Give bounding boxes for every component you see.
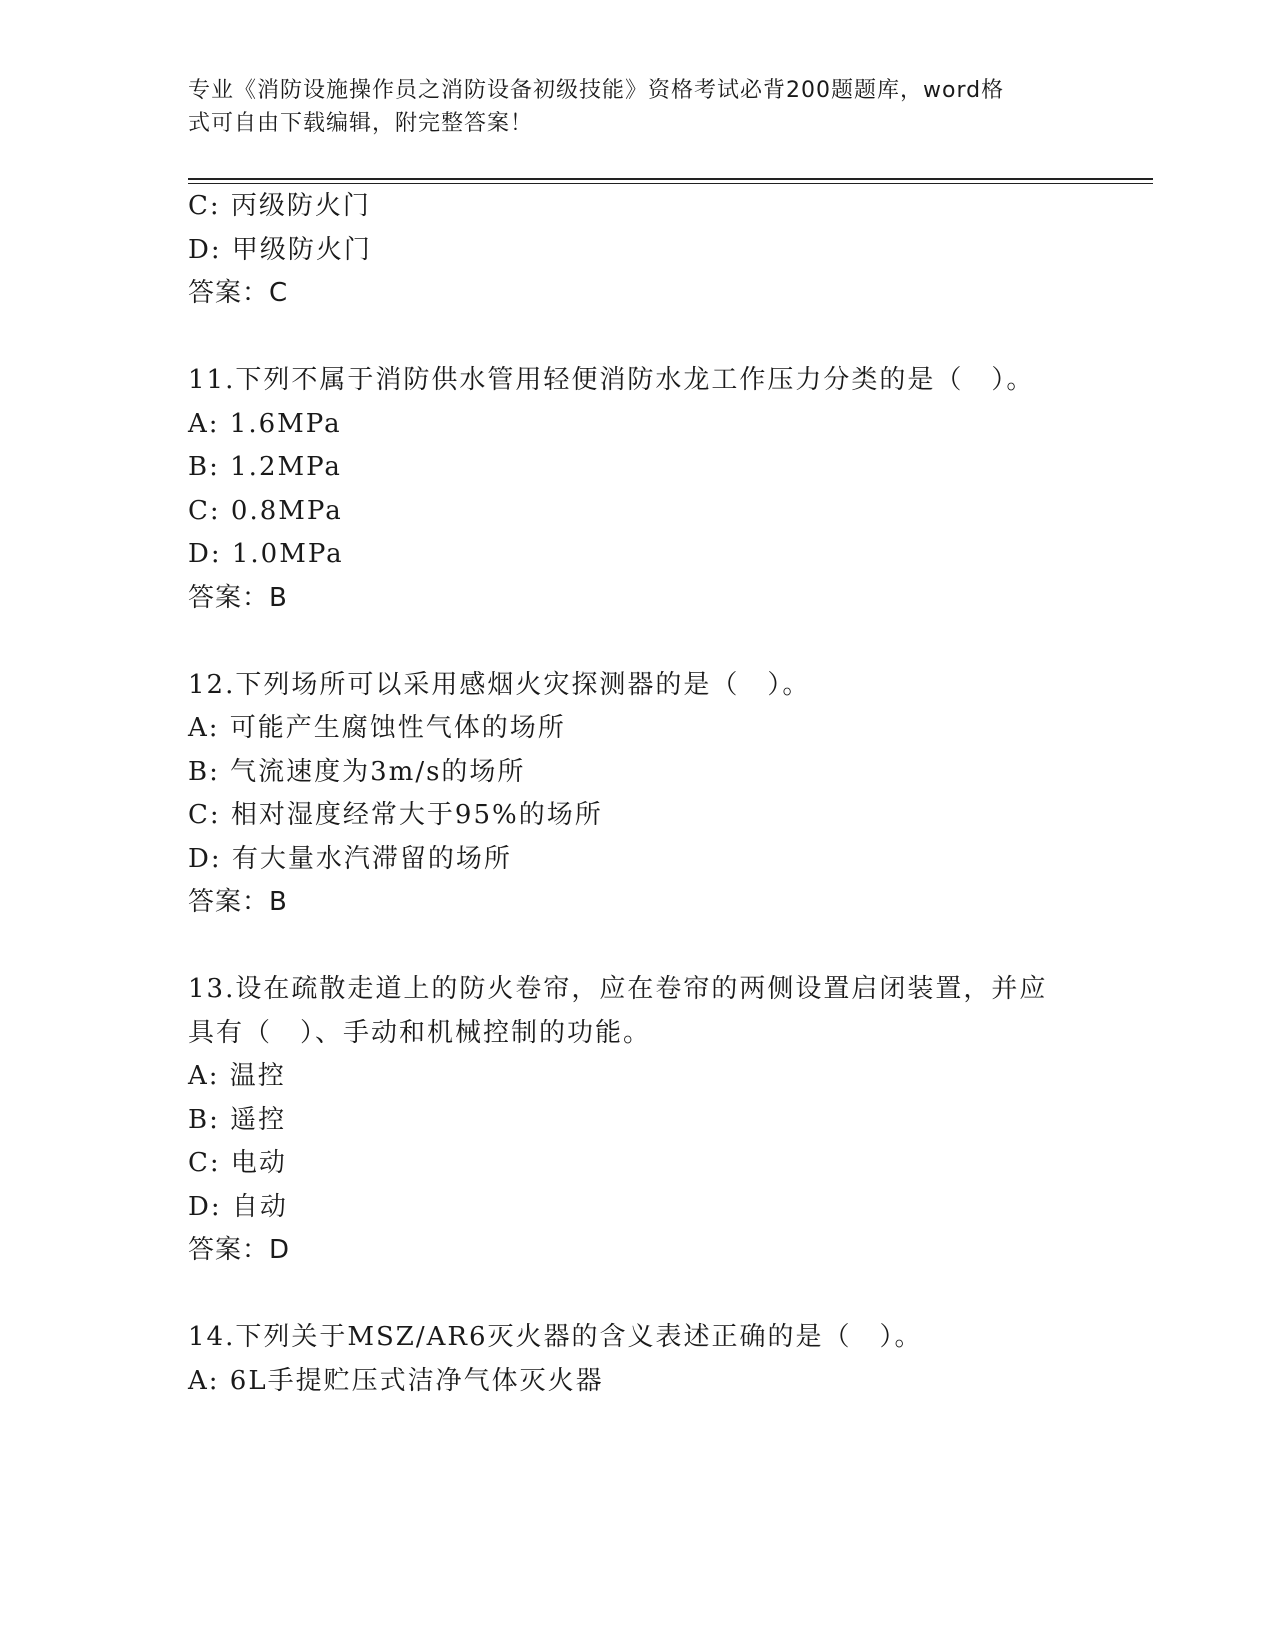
q13-stem-line-1: 13.设在疏散走道上的防火卷帘，应在卷帘的两侧设置启闭装置，并应: [188, 974, 1048, 1004]
q10-option-d: D: 甲级防火门: [188, 235, 372, 265]
q12-option-c: C: 相对湿度经常大于95%的场所: [188, 800, 603, 830]
q12-stem: 12.下列场所可以采用感烟火灾探测器的是（ ）。: [188, 670, 811, 700]
header-line-1: 专业《消防设施操作员之消防设备初级技能》资格考试必背200题题库，word格: [188, 78, 1005, 103]
header-divider-thick: [188, 178, 1153, 180]
q13-option-c: C: 电动: [188, 1148, 287, 1178]
q10-option-c: C: 丙级防火门: [188, 191, 371, 221]
q12-option-b: B: 气流速度为3m/s的场所: [188, 757, 526, 787]
q13-option-a: A: 温控: [188, 1061, 286, 1091]
header-divider-thin: [188, 183, 1153, 184]
q11-option-b: B: 1.2MPa: [188, 452, 342, 482]
q12-option-d: D: 有大量水汽滞留的场所: [188, 844, 512, 874]
q10-answer: 答案：C: [188, 278, 289, 308]
q14-stem: 14.下列关于MSZ/AR6灭火器的含义表述正确的是（ ）。: [188, 1322, 923, 1352]
q12-answer: 答案：B: [188, 887, 288, 917]
q11-option-d: D: 1.0MPa: [188, 539, 344, 569]
q13-answer: 答案：D: [188, 1235, 291, 1265]
header-line-2: 式可自由下载编辑，附完整答案！: [188, 111, 534, 136]
document-header: [188, 74, 1068, 140]
q11-stem: 11.下列不属于消防供水管用轻便消防水龙工作压力分类的是（ ）。: [188, 365, 1035, 395]
q11-answer: 答案：B: [188, 583, 288, 613]
q13-stem-line-2: 具有（ ）、手动和机械控制的功能。: [188, 1018, 652, 1048]
q11-option-a: A: 1.6MPa: [188, 409, 342, 439]
q14-option-a: A: 6L手提贮压式洁净气体灭火器: [188, 1366, 604, 1396]
q13-option-d: D: 自动: [188, 1192, 288, 1222]
q12-option-a: A: 可能产生腐蚀性气体的场所: [188, 713, 566, 743]
q11-option-c: C: 0.8MPa: [188, 496, 343, 526]
q13-option-b: B: 遥控: [188, 1105, 287, 1135]
